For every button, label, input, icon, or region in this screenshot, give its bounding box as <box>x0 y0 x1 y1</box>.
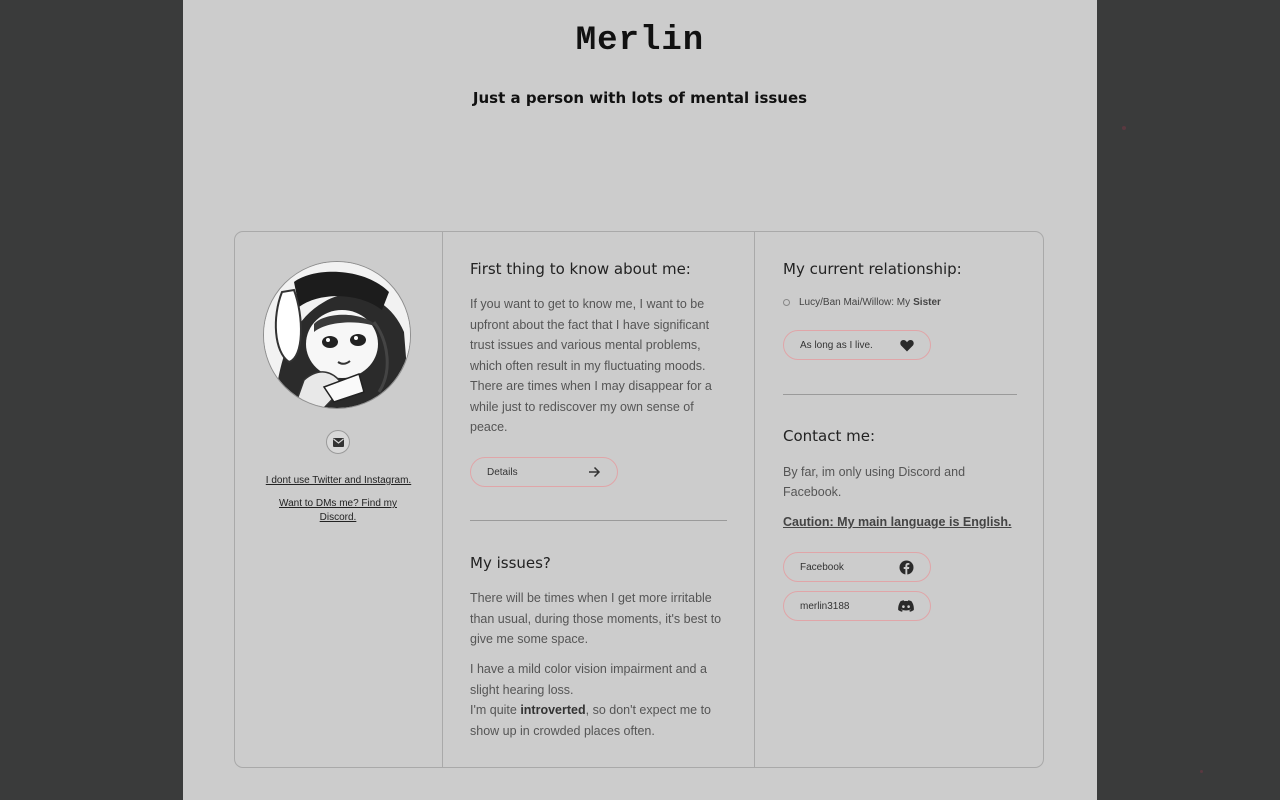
discord-label: merlin3188 <box>800 600 850 612</box>
page-subtitle: Just a person with lots of mental issues <box>472 89 808 107</box>
contact-line: Facebook. <box>783 485 842 499</box>
bullet-icon <box>783 299 790 306</box>
issues-line: I have a mild color vision impairment and a <box>470 662 707 676</box>
issues-line: slight hearing loss. <box>470 682 574 697</box>
discord-button[interactable] <box>783 591 931 621</box>
relationship-item <box>783 297 941 308</box>
relationship-button-label: As long as I live. <box>800 339 873 351</box>
about-line: upfront about the fact that I have significant <box>470 317 710 332</box>
language-caution[interactable]: Caution: My main language is English. <box>783 515 1012 529</box>
facebook-button[interactable] <box>783 552 931 582</box>
issues-text-2 <box>470 659 740 741</box>
profile-card <box>234 231 1044 768</box>
about-line: There are times when I may disappear for a <box>470 379 712 393</box>
facebook-icon <box>899 560 914 575</box>
arrow-right-icon <box>588 466 601 478</box>
about-line: trust issues and various mental problems, <box>470 338 701 352</box>
contact-text <box>783 462 1017 502</box>
introvert-suffix: , so don't expect me to <box>585 703 711 717</box>
section-divider <box>470 520 727 521</box>
section-divider <box>783 394 1017 395</box>
introvert-prefix: I'm quite <box>470 703 521 717</box>
profile-page <box>183 0 1097 800</box>
about-column <box>470 232 727 767</box>
discord-note-line1: Want to DMs me? Find my <box>279 498 397 509</box>
relationship-contact-column <box>783 232 1017 767</box>
about-title: First thing to know about me: <box>470 260 691 278</box>
heart-icon <box>900 339 914 352</box>
avatar <box>263 261 411 409</box>
envelope-icon <box>333 438 344 447</box>
discord-note[interactable] <box>273 497 403 525</box>
issues-line <box>470 700 740 721</box>
no-socials-note[interactable]: I dont use Twitter and Instagram. <box>265 475 412 486</box>
contact-line: By far, im only using Discord and <box>783 465 966 479</box>
relationship-title: My current relationship: <box>783 260 962 278</box>
discord-icon <box>898 600 914 612</box>
issues-line: than usual, during those moments, it's best to <box>470 611 722 626</box>
contact-title: Contact me: <box>783 427 876 445</box>
details-label: Details <box>487 466 518 478</box>
about-line: which often result in my fluctuating moods. <box>470 358 706 373</box>
decor-dot <box>1122 126 1126 130</box>
issues-title: My issues? <box>470 554 551 572</box>
about-line: peace. <box>470 420 508 434</box>
issues-line: There will be times when I get more irritable <box>470 591 712 605</box>
issues-line: show up in crowded places often. <box>470 723 655 738</box>
about-text <box>470 294 740 438</box>
discord-note-line2: Discord. <box>319 512 357 523</box>
anime-portrait-avatar <box>264 262 410 408</box>
relationship-button[interactable] <box>783 330 931 360</box>
relationship-item-bold: Sister <box>913 297 941 308</box>
issues-line: give me some space. <box>470 632 589 646</box>
column-divider <box>442 232 443 767</box>
about-line: while just to rediscover my own sense of <box>470 399 694 414</box>
details-button[interactable] <box>470 457 618 487</box>
issues-text-1 <box>470 588 740 650</box>
column-divider <box>754 232 755 767</box>
about-line: If you want to get to know me, I want to be <box>470 297 705 311</box>
relationship-item-prefix: Lucy/Ban Mai/Willow: My <box>799 297 911 308</box>
page-title: Merlin <box>575 22 705 60</box>
email-button[interactable] <box>326 430 350 454</box>
introvert-bold: introverted <box>520 703 586 717</box>
profile-sidebar <box>235 232 442 767</box>
facebook-label: Facebook <box>800 561 844 573</box>
decor-dot <box>1200 770 1203 773</box>
